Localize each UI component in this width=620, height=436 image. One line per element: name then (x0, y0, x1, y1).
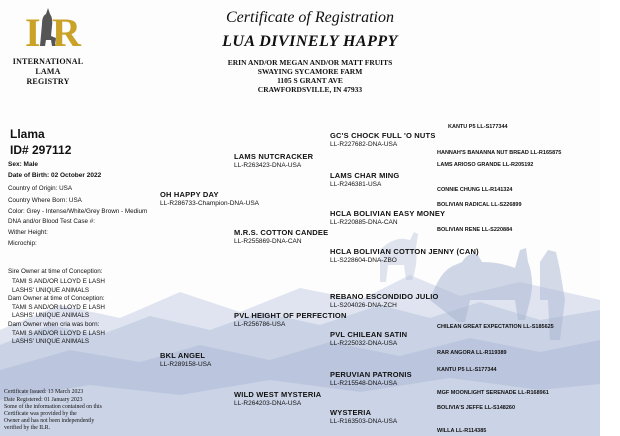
g4-entry-7: CHILEAN GREAT EXPECTATION LL-S185625 (437, 324, 554, 330)
dam-owner-line-1: TAMI S AND/OR LLOYD E LASH (12, 304, 105, 311)
svg-text:I: I (25, 10, 41, 55)
g4-entry-10: MGF MOONLIGHT SERENADE LL-R168961 (437, 390, 549, 396)
sire-owner-line-1: TAMI S AND/OR LLOYD E LASH (12, 278, 105, 285)
color: Color: Grey - Intense/White/Grey Brown - Medium (8, 208, 148, 215)
dd-name: WILD WEST MYSTERIA (234, 390, 322, 399)
country-of-origin: Country of Origin: USA (8, 185, 73, 192)
cria-owner-label: Dam Owner when cria was born: (8, 321, 100, 328)
g4-entry-9: KANTU P5 LL-S177344 (437, 367, 497, 373)
ss-reg: LL-R263423-DNA-USA (234, 162, 302, 169)
cria-owner-line-1: TAMI S AND/OR LLOYD E LASH (12, 330, 105, 337)
g4-entry-8: RAR ANGORA LL-R119389 (437, 350, 507, 356)
owner-address: 1105 S GRANT AVE (277, 76, 343, 85)
g4-entry-4: CONNIE CHUNG LL-R141324 (437, 187, 513, 193)
ss-name: LAMS NUTCRACKER (234, 152, 314, 161)
microchip: Microchip: (8, 240, 37, 247)
wither-height: Wither Height: (8, 229, 48, 236)
ssd-name: LAMS CHAR MING (330, 171, 400, 180)
certificate-title: Certificate of Registration (226, 9, 394, 26)
ds-name: PVL HEIGHT OF PERFECTION (234, 311, 347, 320)
dna-test-case: DNA and/or Blood Test Case #: (8, 218, 96, 225)
date-of-birth: Date of Birth: 02 October 2022 (8, 172, 102, 179)
sire-name: OH HAPPY DAY (160, 190, 219, 199)
dam-owner-label: Dam Owner at time of Conception: (8, 295, 105, 302)
sire-owner-label: Sire Owner at time of Conception: (8, 268, 103, 275)
ddd-reg: LL-R163503-DNA-USA (330, 418, 398, 425)
logo-line-2: LAMA (35, 67, 61, 76)
logo-line-1: INTERNATIONAL (12, 57, 84, 66)
g4-entry-1: KANTU P5 LL-S177344 (448, 124, 508, 130)
g4-entry-3: LAMS ARIOSO GRANDE LL-R205192 (437, 162, 534, 168)
dam-reg: LL-R289158-USA (160, 361, 212, 368)
sire-reg: LL-R286733-Champion-DNA-USA (160, 200, 259, 207)
sd-reg: LL-R255869-DNA-CAN (234, 238, 302, 245)
svg-text:R: R (52, 10, 81, 55)
sd-name: M.R.S. COTTON CANDEE (234, 228, 329, 237)
sire-owner-line-2: LASHS' UNIQUE ANIMALS (12, 287, 90, 294)
sex: Sex: Male (8, 161, 38, 168)
ssd-reg: LL-R246381-USA (330, 181, 382, 188)
disclaimer-line-3: Owner and has not been independently (4, 418, 95, 424)
g4-entry-12: WILLA LL-R114385 (437, 428, 487, 434)
animal-id: ID# 297112 (10, 143, 72, 157)
dam-name: BKL ANGEL (160, 351, 206, 360)
owner-farm: SWAYING SYCAMORE FARM (257, 67, 363, 76)
date-registered: Date Registered: 01 January 2023 (4, 397, 83, 403)
dss-name: REBANO ESCONDIDO JULIO (330, 292, 439, 301)
ds-reg: LL-R256786-USA (234, 321, 286, 328)
owner-names: ERIN AND/OR MEGAN AND/OR MATT FRUITS (227, 58, 393, 67)
country-where-born: Country Where Born: USA (8, 197, 82, 204)
disclaimer-line-4: verified by the ILR. (4, 425, 51, 431)
disclaimer-line-1: Some of the information contained on this (4, 404, 102, 410)
dsd-reg: LL-R225032-DNA-USA (330, 340, 398, 347)
dds-reg: LL-R215548-DNA-USA (330, 380, 398, 387)
g4-entry-5: BOLIVIAN RADICAL LL-S226899 (437, 202, 522, 208)
sdd-name: HCLA BOLIVIAN COTTON JENNY (CAN) (330, 247, 479, 256)
dss-reg: LL-S204026-DNA-ZCH (330, 302, 397, 309)
sds-reg: LL-R220885-DNA-CAN (330, 219, 398, 226)
sss-reg: LL-R227682-DNA-USA (330, 141, 398, 148)
sds-name: HCLA BOLIVIAN EASY MONEY (330, 209, 446, 218)
disclaimer-line-2: Certificate was provided by the (4, 411, 77, 417)
dam-owner-line-2: LASHS' UNIQUE ANIMALS (12, 312, 90, 319)
owner-city: CRAWFORDSVILLE, IN 47933 (257, 85, 363, 94)
dsd-name: PVL CHILEAN SATIN (330, 330, 408, 339)
dd-reg: LL-R264203-DNA-USA (234, 400, 302, 407)
certificate-issued: Certificate Issued: 13 March 2023 (4, 389, 84, 395)
sdd-reg: LL-S228604-DNA-ZBO (330, 257, 397, 264)
sss-name: GC'S CHOCK FULL 'O NUTS (330, 131, 436, 140)
animal-name-title: LUA DIVINELY HAPPY (222, 33, 398, 50)
logo-line-3: REGISTRY (26, 77, 70, 86)
g4-entry-11: BOLIVIA'S JEFFE LL-S148260 (437, 405, 516, 411)
dds-name: PERUVIAN PATRONIS (330, 370, 412, 379)
species: Llama (10, 127, 45, 141)
g4-entry-2: HANNAH'S BANANNA NUT BREAD LL-R165875 (437, 150, 562, 156)
g4-entry-6: BOLIVIAN RENE LL-S220884 (437, 227, 513, 233)
ddd-name: WYSTERIA (330, 408, 372, 417)
cria-owner-line-2: LASHS' UNIQUE ANIMALS (12, 338, 90, 345)
